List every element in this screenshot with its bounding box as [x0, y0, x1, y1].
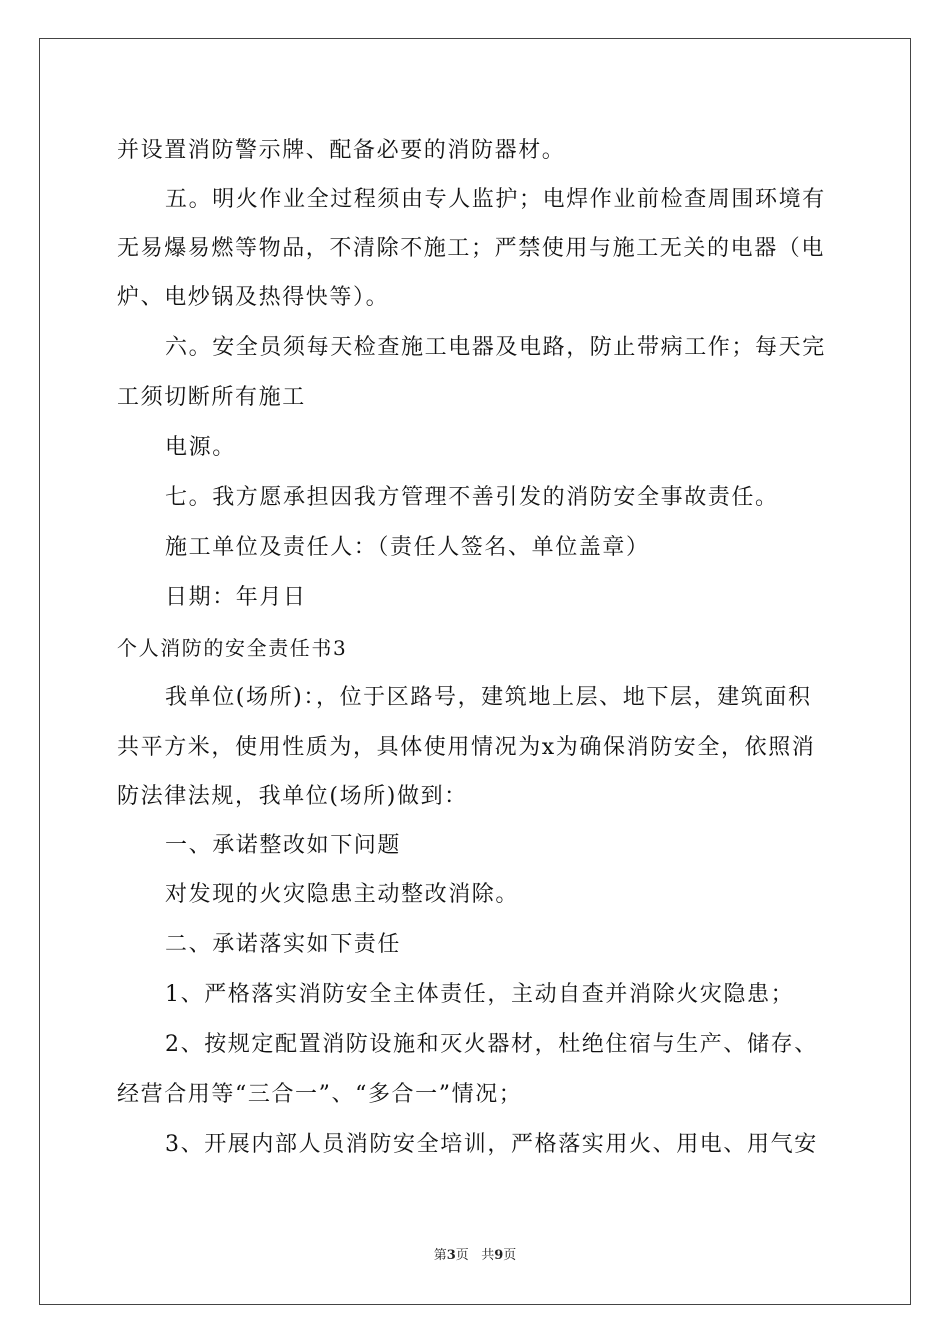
page-footer	[0, 1247, 950, 1265]
body-line: 防法律法规，我单位(场所)做到：	[117, 784, 468, 809]
body-line: 工须切断所有施工	[117, 385, 306, 410]
body-line: 无易爆易燃等物品，不清除不施工；严禁使用与施工无关的电器（电	[117, 236, 826, 261]
body-line: 共平方米，使用性质为，具体使用情况为x为确保消防安全，依照消	[117, 735, 816, 760]
body-line: 五。明火作业全过程须由专人监护；电焊作业前检查周围环境有	[165, 187, 826, 212]
body-line: 炉、电炒锅及热得快等）。	[117, 285, 390, 310]
body-line: 3、开展内部人员消防安全培训，严格落实用火、用电、用气安	[165, 1132, 818, 1157]
body-line: 七。我方愿承担因我方管理不善引发的消防安全事故责任。	[165, 485, 779, 510]
footer-suffix: 页	[503, 1248, 517, 1263]
body-line: 1、严格落实消防安全主体责任，主动自查并消除火灾隐患；	[165, 982, 795, 1007]
footer-mid: 页 共	[455, 1248, 495, 1263]
body-line: 并设置消防警示牌、配备必要的消防器材。	[117, 138, 566, 163]
body-line: 日期：年月日	[165, 585, 307, 610]
body-line: 对发现的火灾隐患主动整改消除。	[165, 882, 520, 907]
body-line: 一、承诺整改如下问题	[165, 833, 402, 858]
section-heading: 个人消防的安全责任书3	[117, 636, 348, 660]
body-line: 我单位(场所)：，位于区路号，建筑地上层、地下层，建筑面积	[165, 685, 812, 710]
footer-prefix: 第	[433, 1248, 447, 1263]
body-line: 二、承诺落实如下责任	[165, 932, 402, 957]
body-line: 电源。	[165, 435, 236, 460]
page-border	[39, 38, 911, 1305]
body-line: 六。安全员须每天检查施工电器及电路，防止带病工作；每天完	[165, 335, 826, 360]
body-line: 2、按规定配置消防设施和灭火器材，杜绝住宿与生产、储存、	[165, 1032, 818, 1057]
footer-total-pages: 9	[494, 1248, 504, 1263]
footer-current-page: 3	[446, 1248, 456, 1263]
body-line: 经营合用等“三合一”、“多合一”情况；	[117, 1082, 523, 1107]
body-line: 施工单位及责任人：（责任人签名、单位盖章）	[165, 535, 650, 560]
